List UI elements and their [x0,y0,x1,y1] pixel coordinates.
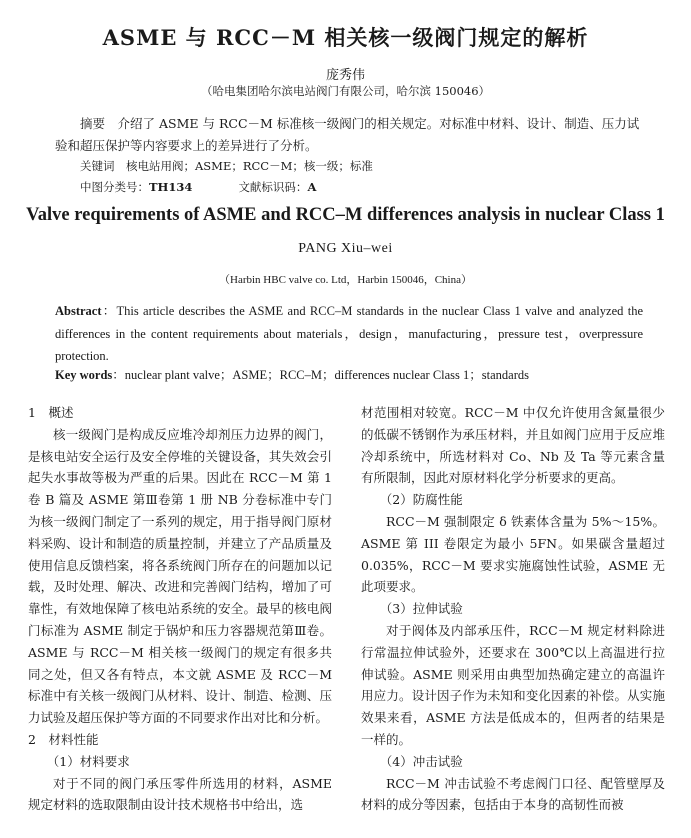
body-paragraph: 核一级阀门是构成反应堆冷却剂压力边界的阀门，是核电站安全运行及安全停堆的关键设备，其失效会引起失水事故等极为严重的后果。因此在 RCC－M 第 1 卷 B 篇及 ASME 第Ⅲ卷第 1 册 NB 分卷标准中专门为核一级阀门制定了一系列的规定，用于指导阀门原材料采购、设计和制造的质量控制，并建立了产品质量及使用信息反馈档案，将各系统阀门所存在的问题加以记载，及时处理、解决、改进和完善阀门结构，增加了可靠性，有效地保障了核电站系统的安全。最早的核电阀门标准为 ASME 制定于锅炉和压力容器规范第Ⅲ卷。ASME 与 RCC－M 相关核一级阀门的规定有很多共同之处，但又各有特点，本文就 ASME 及 RCC－M 标准中有关核一级阀门从材料、设计、制造、检测、压力试验及超压保护等方面的不同要求作出对比和分析。 [28,426,332,726]
author-cn: 庞秀伟 [325,68,365,83]
section-heading: 1 概述 [28,405,74,420]
abstract-cn-text: 介绍了 ASME 与 RCC－M 标准核一级阀门的相关规定。对标准中材料、设计、制造、压力试验和超压保护等内容要求上的差异进行了分析。 [55,116,640,153]
body-paragraph: 对于阀体及内部承压件，RCC－M 规定材料除进行常温拉伸试验外，还要求在 300℃以上高温进行拉伸试验。ASME 则采用由典型加热确定建立的高温许用应力。设计因子作为未知和变化因素的补偿。从实施效果来看，ASME 方法是低成本的，但两者的结果是一样的。 [361,622,665,747]
classification-cn [80,179,316,195]
keywords-cn-text: 核电站用阀；ASME；RCC－M；核一级；标准 [126,159,373,173]
body-left-column [28,402,332,816]
keywords-en [55,365,643,383]
section-heading: 2 材料性能 [28,731,99,747]
abstract-cn [55,113,645,157]
paper-title-en: Valve requirements of ASME and RCC–M differences analysis in nuclear Class 1 [26,205,665,225]
body-paragraph: RCC－M 强制限定 δ 铁素体含量为 5%～15%。ASME 第 III 卷限定为最小 5FN。如果碳含量超过 0.035%，RCC－M 要求实施腐蚀性试验，ASME 无此项要求。 [361,513,665,595]
keywords-cn [80,158,373,174]
body-paragraph: 对于不同的阀门承压零件所选用的材料，ASME 规定材料的选取限制由设计技术规格书中给出，选 [28,775,332,813]
affiliation-cn: （哈电集团哈尔滨电站阀门有限公司，哈尔滨 150046） [200,84,491,98]
clc-label: 中图分类号： [80,180,149,194]
doc-label: 文献标识码： [238,180,308,194]
abstract-en-label: Abstract [55,304,102,318]
body-paragraph: 材范围相对较宽。RCC－M 中仅允许使用含氮量很少的低碳不锈钢作为承压材料，并且如阀门应用于反应堆冷却系统中，所选材料对 Co、Nb 及 Ta 等元素含量有所限制，因此对原材料化学分析要求的更高。 [361,405,665,486]
doc-value: A [307,180,317,194]
abstract-cn-label: 摘要 [80,116,106,131]
author-en: PANG Xiu–wei [298,241,393,256]
keywords-cn-label: 关键词 [80,159,115,173]
subsection-heading: （3）拉伸试验 [379,601,463,617]
body-paragraph: RCC－M 冲击试验不考虑阀门口径、配管壁厚及材料的成分等因素，包括由于本身的高韧性而被 [361,775,665,813]
affiliation-en: （Harbin HBC valve co. Ltd，Harbin 150046，China） [219,274,472,286]
clc-value: TH134 [149,180,193,194]
body-right-column [361,402,665,816]
subsection-heading: （4）冲击试验 [379,753,463,769]
subsection-heading: （1）材料要求 [46,753,130,769]
abstract-en [55,300,643,368]
keywords-en-text: ：nuclear plant valve；ASME；RCC–M；differences nuclear Class 1；standards [112,368,529,382]
paper-title-cn: ASME 与 RCC－M 相关核一级阀门规定的解析 [102,25,589,50]
keywords-en-label: Key words [55,368,113,382]
subsection-heading: （2）防腐性能 [379,492,463,508]
abstract-en-text: ：This article describes the ASME and RCC–M standards in the nuclear Class 1 valve and analyzed the differences in the content requirements about materials，design，manufacturing，pressure test，overpressure protection. [55,304,643,363]
